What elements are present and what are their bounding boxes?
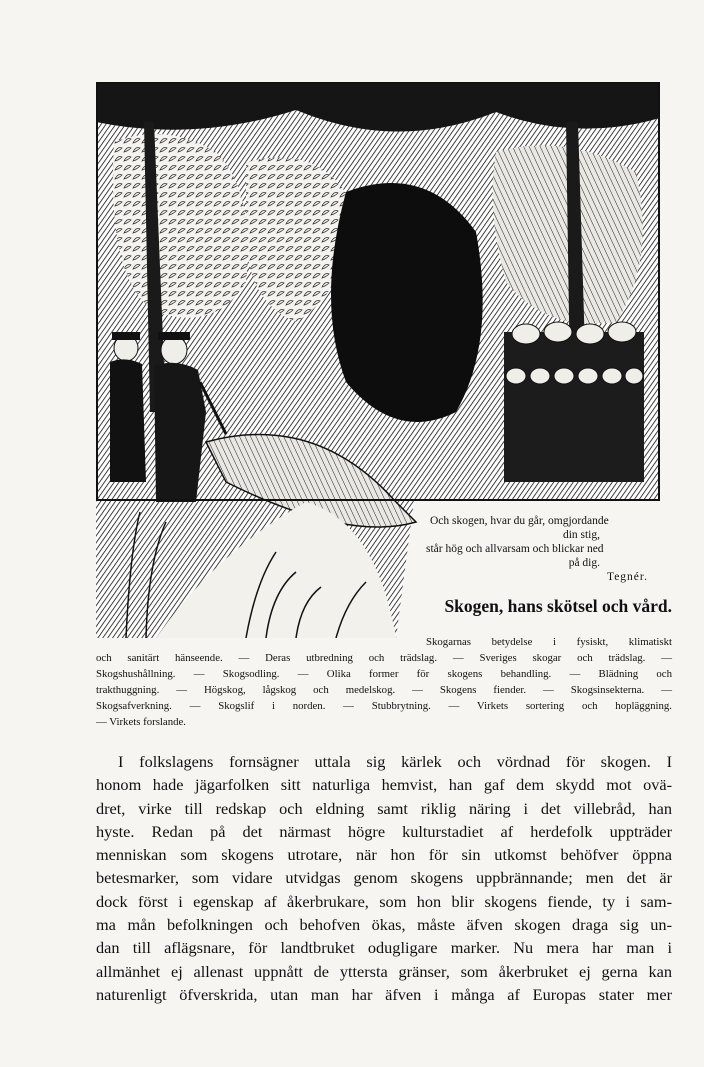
body-line: hyste. Redan på det närmast högre kulturstadiet af herdefolk uppträder: [96, 821, 672, 841]
summary-line: och sanitärt hänseende. — Deras utbredning och trädslag. — Sveriges skogar och trädslag. —: [96, 652, 672, 664]
log-pile: [504, 322, 644, 482]
body-line: honom hade jägarfolken sitt naturliga hemvist, han gaf dem skydd mot ovä-: [96, 775, 672, 795]
body-line: ma mån befolkningen och behofven ökas, måste äfven skogen draga sig un-: [96, 915, 672, 935]
summary-line: Skogarnas betydelse i fysiskt, klimatiskt: [426, 636, 672, 648]
thicket: [331, 183, 483, 422]
body-text: [96, 750, 672, 1006]
body-line: betesmarker, som vidare utvidgas genom skogens uppbrännande; men det är: [96, 868, 672, 888]
summary-line: — Virkets forslande.: [96, 716, 187, 728]
chapter-summary: [96, 634, 672, 730]
poem-line: står hög och allvarsam och blickar ned: [426, 543, 604, 555]
body-line: allmänhet ej allenast uppnått de yttersta gränser, som åkerbruket ej gerna kan: [96, 961, 672, 981]
body-line: dret, virke till redskap och eldning samt riklig näring i det villebråd, han: [96, 798, 672, 818]
body-line: I folkslagens fornsägner uttala sig kärlek och vördnad för skogen. I: [118, 752, 672, 771]
body-line: menniskan som skogens utrotare, när hon för sin utkomst behöfver öppna: [96, 845, 672, 865]
chapter-title: Skogen, hans skötsel och vård.: [444, 596, 672, 616]
summary-line: Skogsafverkning. — Skogslif i norden. — Stubbrytning. — Virkets sortering och hopläggning.: [96, 700, 672, 712]
summary-line: trakthuggning. — Högskog, lågskog och medelskog. — Skogens fiender. — Skogsinsekterna. —: [96, 684, 672, 696]
poem-line: Och skogen, hvar du går, omgjordande: [430, 515, 609, 527]
body-line: naturenligt öfverskrida, utan man har äfven i många af Europas stater mer: [96, 984, 672, 1004]
poem-author: Tegnér.: [606, 571, 648, 583]
poem-line: på dig.: [568, 557, 600, 569]
poem-line: din stig,: [562, 529, 600, 541]
summary-line: Skogshushållning. — Skogsodling. — Olika former för skogens behandling. — Blädning och: [96, 668, 672, 680]
body-line: dan till aflägsnare, för landtbruket odugligare marker. Nu mera har man i: [96, 938, 672, 958]
epigraph-poem: [426, 514, 674, 584]
body-line: dock först i egenskap af åkerbrukare, som hon blir skogens fiende, ty i sam-: [96, 891, 672, 911]
